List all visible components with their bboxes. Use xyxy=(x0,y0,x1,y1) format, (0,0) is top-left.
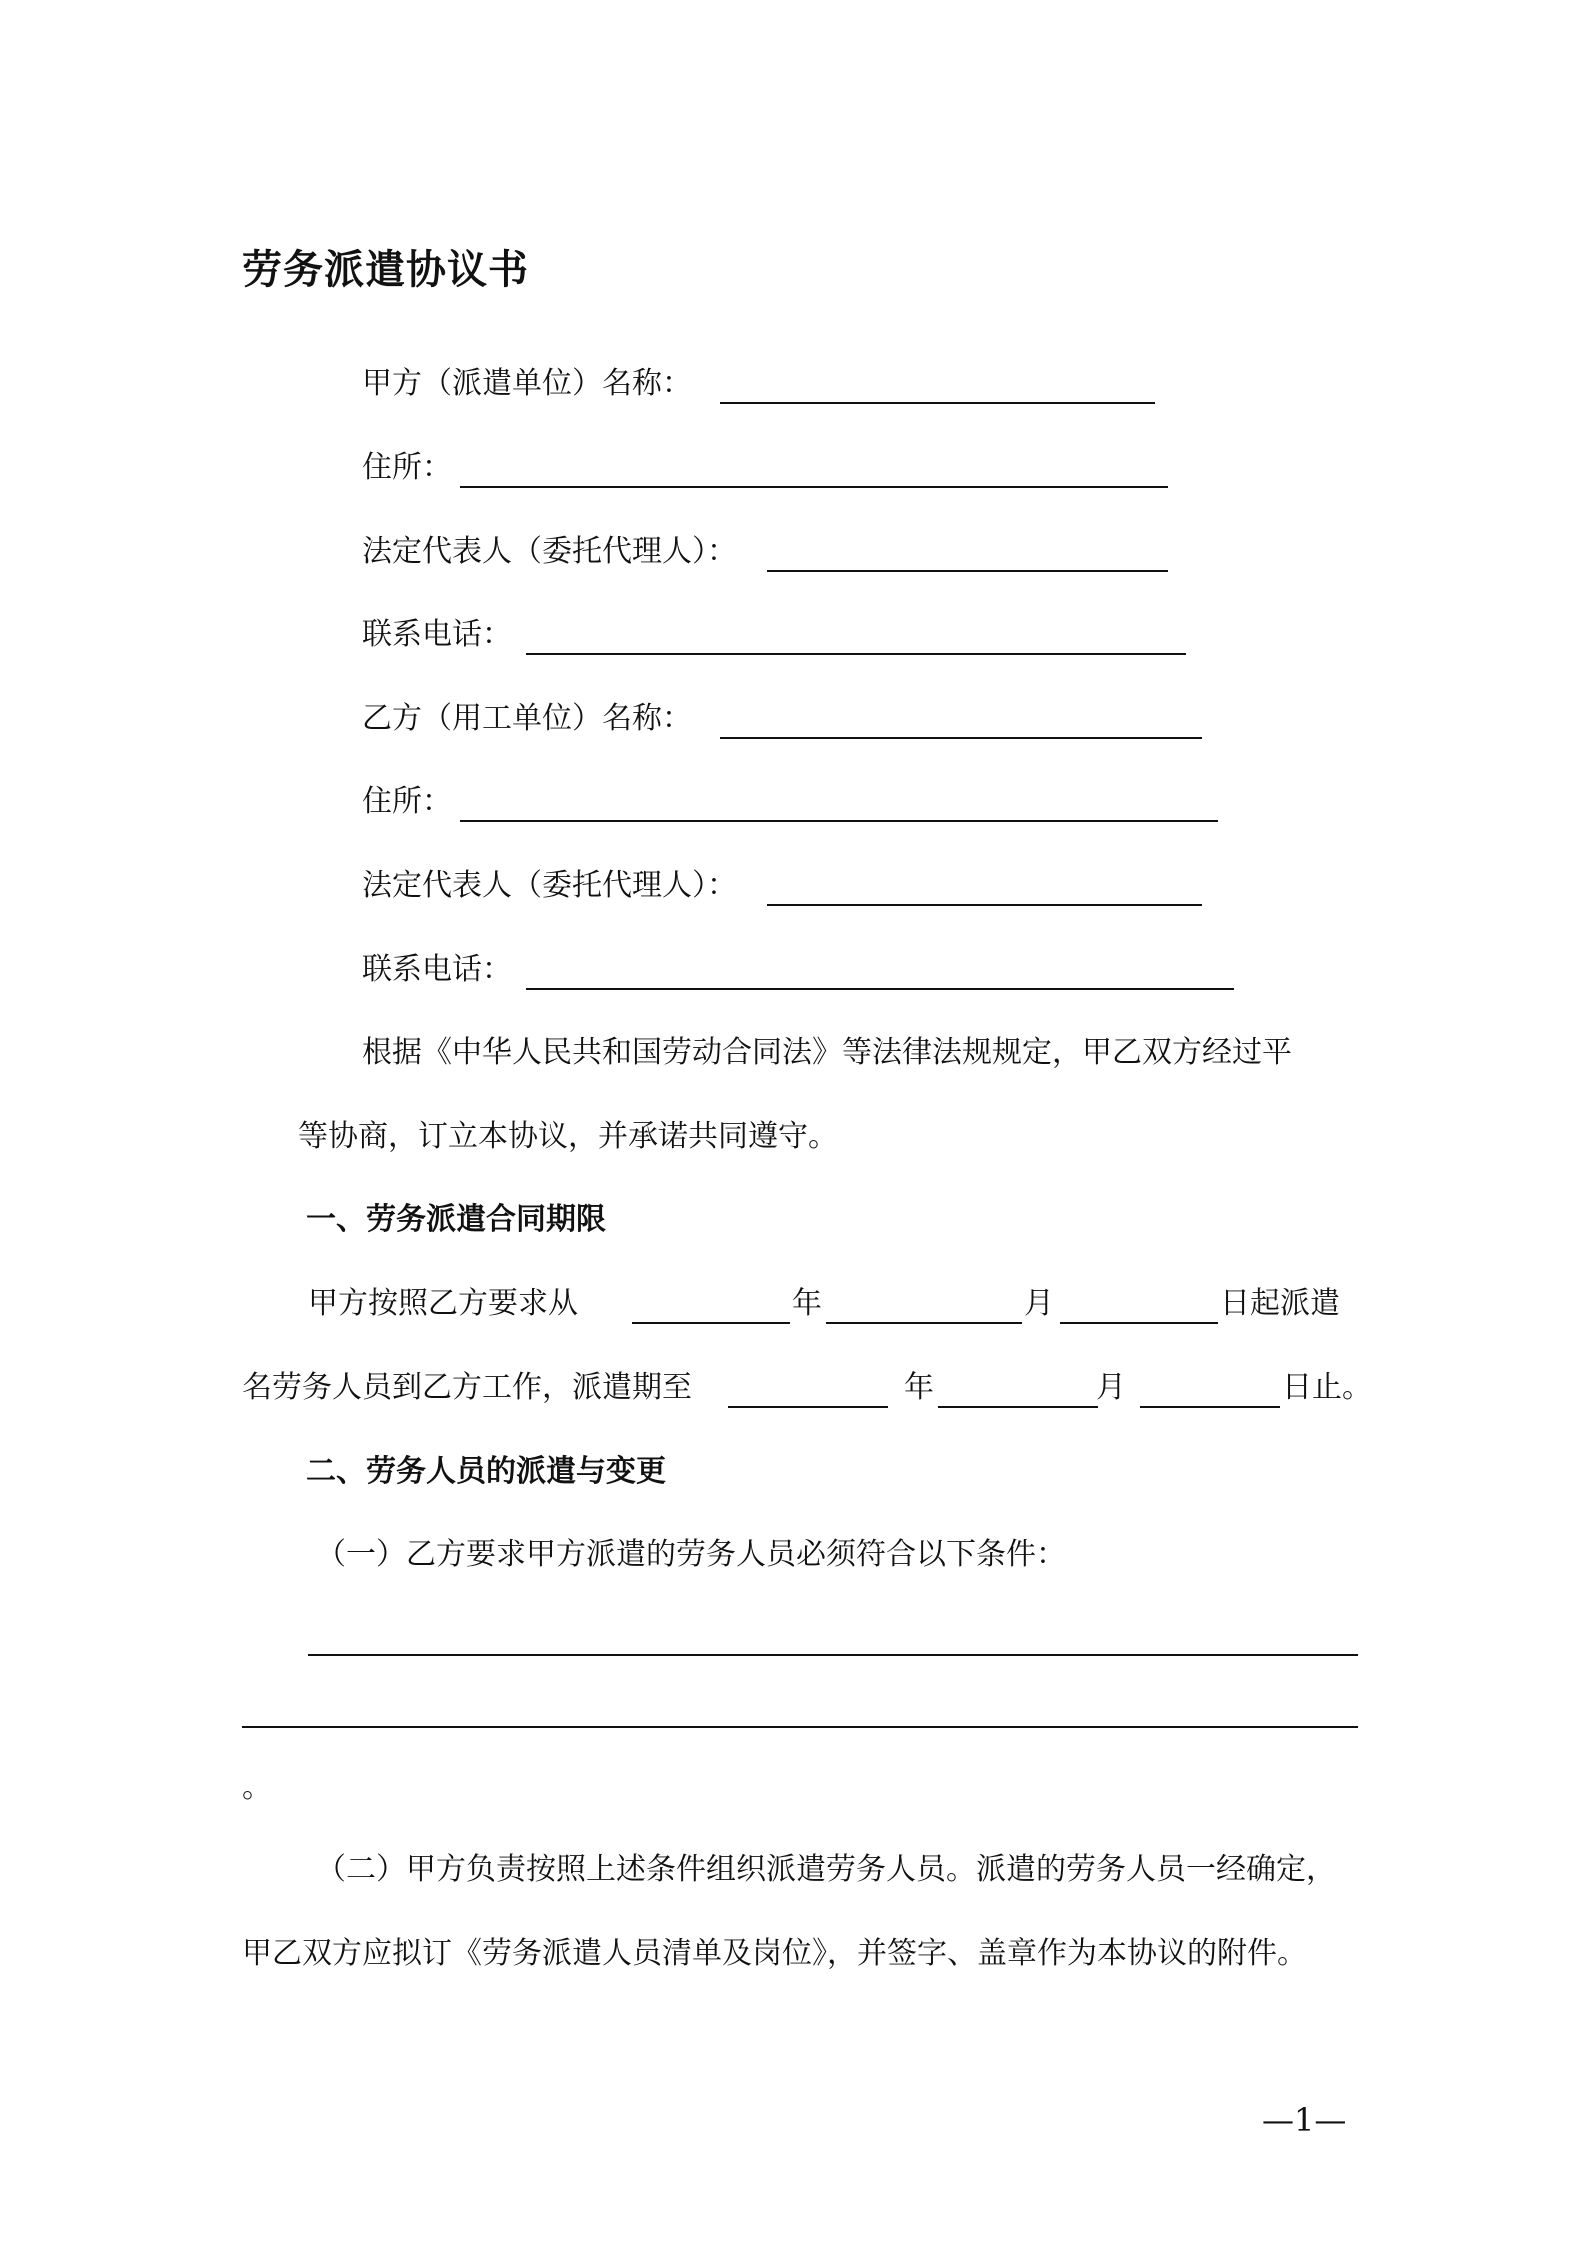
end-month-blank[interactable] xyxy=(938,1406,1098,1408)
party-a-rep-label: 法定代表人（委托代理人）： xyxy=(362,534,737,569)
party-a-address-label: 住所： xyxy=(362,450,452,485)
party-b-name-label: 乙方（用工单位）名称： xyxy=(362,701,692,736)
party-b-name-blank[interactable] xyxy=(720,737,1202,739)
document-title: 劳务派遣协议书 xyxy=(242,247,529,293)
start-day-blank[interactable] xyxy=(1060,1322,1218,1324)
end-year-label: 年 xyxy=(904,1370,934,1405)
end-day-label: 日止。 xyxy=(1282,1370,1372,1405)
party-a-phone-label: 联系电话： xyxy=(362,617,512,652)
section-2-item-2-line-1: （二）甲方负责按照上述条件组织派遣劳务人员。派遣的劳务人员一经确定， xyxy=(316,1852,1336,1887)
party-b-rep-label: 法定代表人（委托代理人）： xyxy=(362,868,737,903)
year-label: 年 xyxy=(792,1286,822,1321)
party-b-address-label: 住所： xyxy=(362,784,452,819)
section-1-text-start: 甲方按照乙方要求从 xyxy=(308,1286,578,1321)
party-a-rep-blank[interactable] xyxy=(767,570,1168,572)
party-b-rep-blank[interactable] xyxy=(767,904,1202,906)
month-label: 月 xyxy=(1024,1286,1054,1321)
party-a-address-blank[interactable] xyxy=(460,486,1168,488)
conditions-blank-line-1[interactable] xyxy=(308,1654,1358,1656)
section-2-item-2-line-2: 甲乙双方应拟订《劳务派遣人员清单及岗位》，并签字、盖章作为本协议的附件。 xyxy=(242,1936,1307,1971)
end-day-blank[interactable] xyxy=(1140,1406,1280,1408)
start-month-blank[interactable] xyxy=(826,1322,1022,1324)
section-1-text-line-2: 名劳务人员到乙方工作，派遣期至 xyxy=(242,1370,692,1405)
intro-line-1: 根据《中华人民共和国劳动合同法》等法律法规规定，甲乙双方经过平 xyxy=(362,1035,1292,1070)
section-2-item-1: （一）乙方要求甲方派遣的劳务人员必须符合以下条件： xyxy=(316,1537,1066,1572)
section-2-heading: 二、劳务人员的派遣与变更 xyxy=(306,1454,666,1489)
end-month-label: 月 xyxy=(1096,1370,1126,1405)
conditions-end-mark: 。 xyxy=(242,1770,272,1805)
party-b-phone-blank[interactable] xyxy=(526,988,1234,990)
intro-line-2: 等协商，订立本协议，并承诺共同遵守。 xyxy=(298,1119,838,1154)
party-a-name-blank[interactable] xyxy=(720,402,1155,404)
start-year-blank[interactable] xyxy=(632,1322,790,1324)
end-year-blank[interactable] xyxy=(728,1406,888,1408)
party-a-name-label: 甲方（派遣单位）名称： xyxy=(362,366,692,401)
section-1-text-dispatch: 日起派遣 xyxy=(1220,1286,1340,1321)
section-1-heading: 一、劳务派遣合同期限 xyxy=(306,1202,606,1237)
party-a-phone-blank[interactable] xyxy=(526,653,1186,655)
party-b-phone-label: 联系电话： xyxy=(362,952,512,987)
conditions-blank-line-2[interactable] xyxy=(242,1726,1358,1728)
party-b-address-blank[interactable] xyxy=(460,820,1218,822)
page-number: —1— xyxy=(1262,2101,1347,2139)
